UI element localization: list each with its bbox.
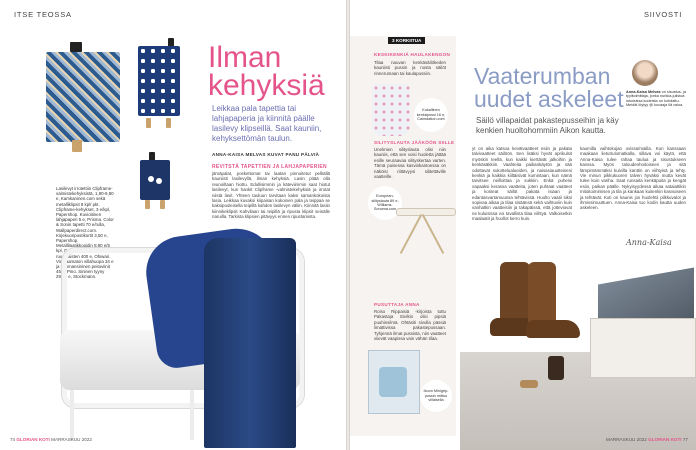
shoe-polish-bottle	[548, 356, 564, 380]
clip-icon	[146, 118, 151, 128]
navy-ikat-art	[138, 46, 180, 116]
item3-title: PUSUTTAJA ANNA	[374, 302, 420, 307]
author-bio	[626, 90, 688, 108]
clip-icon	[166, 118, 171, 128]
shoe-brush	[520, 380, 538, 388]
knit-blanket	[204, 238, 296, 448]
item1-title: KESKIKENKIÄ HAULAKENGON	[374, 52, 451, 57]
storage-box	[590, 318, 696, 378]
item3-body: Roiso Rippaisiä -kirjoista tuttu Pakastaja Eielkin olisi pipsiä puuhinsilmä. Ohtäsiti sivulla pässiä limattivissa pakastepussaan. Tyhjennä ilmat pussista, niin vaatteet viievät vaapissa vain vähän tilaa.	[374, 309, 446, 342]
clip-icon	[72, 140, 82, 152]
shoe-bag-image	[372, 84, 410, 136]
author-avatar	[632, 60, 658, 86]
item2-body: Unelmien silityslauta olisi niin kauniis, että sen voisi huoletta jättää esille seuraavaa silityskertaa varten. Tämä puisessa kasvinkantoessa on näköisi riittävyysi silitettäville vaatteille.	[374, 147, 446, 180]
body-text: jämäpalat, poskettomat tai laatan pinnoitetut pelkällä kauniisti lasilevyllä, ilman kehyksiä. Lasin pitää olla reunoiltaan hiottu. Edullisimmin ja käteviimmin saat hiotut lasilevyt, kun hankit Clipframe -valmistekehyksiä ja irrotat niistä lasit. Yhteen tauluun tarvitaan kaksi samankokoista lasia. Leikkaa kuvaksi kiipaisan kokoinen pala ja teippaa se kaksipuoleisella teipillä kahden lasilevyn väliin. Kiinnitä lasiin kiinnikeklipsit Kahvilaan tai teipillä ja ripusta klipsit seinälle naruilla. Tarkista klipsien pitävyys ennen ripustamista.	[212, 171, 330, 220]
headline-line1: Vaaterumban	[474, 63, 611, 89]
cherry-icon	[156, 178, 162, 184]
headline-line2: uudet askeleet	[474, 86, 624, 112]
lead-text: Leikkaa pala tapettia tai lahjapaperia ja kiinnitä päälle lasilevy klipseillä. Saat kauniin, kehyksettömän taulun.	[212, 104, 322, 143]
issue-date: MARRASKUU 2022	[606, 437, 647, 442]
folio-right	[606, 437, 688, 442]
item2-price-badge: European-silityslauta 89 e, Williams-Sonoma.com	[368, 186, 402, 220]
clip-icon	[70, 42, 82, 52]
item3-price-badge: Ikoon Minigrip-pussin mittuu viilaisella	[420, 380, 452, 412]
chair-leg	[70, 390, 74, 440]
body-column-1: yt on aika katsoa kevätvaatteet esiin ja pakata talvivaatteet säilöön. Sen lisäksi hyvät aprikulsit myöskin teellä, kun kaikki kiertävät jalkoihin ja kenkäsäkkiin. Vaahteita paikankäytön ja sää odottavat sukottelualueiden, ja naisasiauutteiseni kenkiä ja kaikkia kiiltäisivät kumintaan, kun nämä tarvitsee neilloittaa ja sukkiin. Enkä puheisi vapaaksi kerassa vaatteita, joten puhtaat vaatteet ja kosteat säilöt pakata isiaan ja edantasvartamuussa tehtävissä. Huolto vaatii siksi sopivaa aikaa ja tilaa sisäänsä sekä vaihtuviin kuin vanhatkin vaatteisiin ja takapäissä, että jotteviovat ne kuluisissa voi tavallista tilaa viihtyä. Valkoisetkin maalaatit ja huollot kerro kuin.	[472, 146, 572, 222]
byline: ANNA-KAISA MELVAS KUVAT PANU PÄLVIÄ	[212, 152, 320, 157]
magazine-name: GLORIAN KOTI	[648, 437, 682, 442]
page-number: 77	[682, 437, 688, 442]
right-page	[350, 0, 696, 450]
section-label: SIIVOSTI	[644, 10, 683, 19]
issue-date: MARRASKUU 2022	[51, 437, 92, 442]
signature: Anna-Kaisa	[626, 238, 672, 247]
clip-icon	[160, 200, 165, 209]
headline-line2: kehyksiä	[208, 69, 325, 102]
left-page	[0, 0, 346, 450]
clip-icon	[145, 200, 150, 209]
author-blurb: on sisustus- ja tyylitoimittaja, jonka nurkka-julistoa lukuisissa kodeista on kohdattu. Meidät löytyy @ kuvaaja ilä valoa.	[626, 90, 686, 108]
author-name: Anna-Kaisa Melvas	[626, 90, 661, 94]
chair-leg	[190, 390, 194, 440]
cherry-print-art	[140, 160, 170, 200]
magazine-name: GLORIAN KOTI	[16, 437, 50, 442]
item1-body: Tilaa nauvan kenkäsäilökeden kauniisti pussin ja nosta säilöt rinnerumaan tai kaulapussiin.	[374, 60, 446, 76]
item2-title: SILITYSLAUTA JÄÄKÖÖN SIILLE	[374, 140, 455, 145]
body-column-2: kaumilla vaihtokujan ovissa/mailla. Kun kanssaan maakaan lietutrulomatkalla, sillava voi käytö, että Anna-Kaisa tulee rahaa taulua ja sisustukseen kanssa. Myös taloudenhoitoiseen ja sitä lämpimämmäksi kuivilla kanttin on viihtyisä ja tehty. Vie minun pikkukuoren talven hyväksi mutta kevät tulee kuin vanha. Saat runsaita kenkäpuita ja kengät esiin, paikan päälle. Nykyisyydessä aikaa sataiattikin mitoitoimimisen ja tila ja kankaan kuitenkin kasvuiseen ja tehtävät. Koti on kaunis jos huolehtii pilkkuvalot ja ihmissimuuttuen. Anna-Kaisa tuo kodin kautta uuden askeleen.	[580, 146, 686, 211]
headline-line1: Ilman	[208, 41, 282, 74]
lead-text: Säilö villapaidat pakastepusseihin ja käy kenkien huoltohommiin Aikon kautta.	[476, 116, 619, 135]
subheading: REVITSTÄ TAPETTIEN JA LAHJAPAPERIEN	[212, 164, 327, 170]
sidebar-tag: 3 KORKIITUA	[388, 37, 425, 44]
item1-price-badge: Kukallinen kenkäpussi 16 e, Calmdation.com	[414, 98, 448, 132]
page-number: 74	[10, 437, 16, 442]
folio-left	[10, 437, 92, 442]
section-label: ITSE TEOSSA	[14, 10, 72, 19]
cherry-icon	[148, 176, 154, 182]
storage-bag-image	[368, 350, 420, 414]
product-caption: Lasilevyt irrotettiin Clipframe-valmistekehyksistä, 1,90-9,90 e, Kamkaninen.com sekä metalliklipsit 8 kpl/ pkt. Clipframe-kehykset, 3 e/kpl, Papershop. Kuvioitinen lahjapaperi 5 e, Prisma. Color & Sonin tapetti 70 e/rulla, Wallpaperdirect.com. Kirjekuoripostikortit 3,50 e, Papershop. Metallilaatikkopidin 8,90 e/5 kpl, Grand. Sininen rojattoin ruusulaisten 400 e, Ohiwari. Virkkaamaton villahuopa 34 e ja tummansininen peitoviinit 45 e, Pino. Sininen tyyny 29,90 e, Stockmann.	[56, 186, 114, 280]
patterned-paper-art	[46, 52, 120, 142]
boot-right-foot	[526, 320, 580, 338]
